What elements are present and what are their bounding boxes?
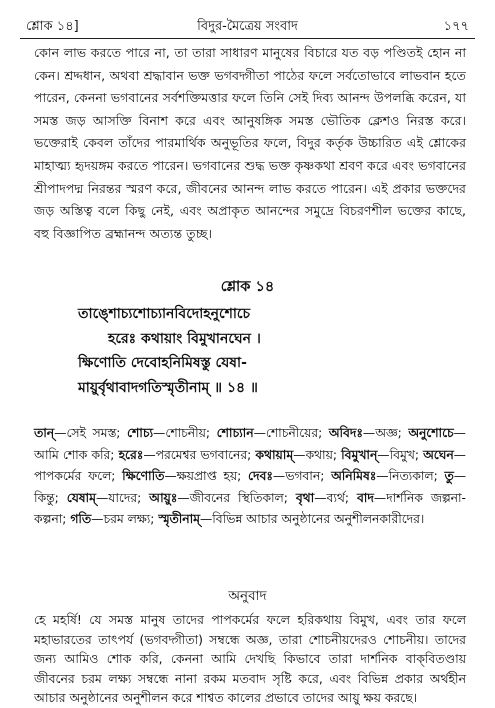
synonym-term: বৃথা bbox=[295, 490, 315, 505]
synonym-entry: অঘেন—পাপকর্মের ফলে; bbox=[34, 447, 466, 483]
synonym-term: দেবঃ bbox=[248, 469, 273, 483]
synonym-term: স্মৃতীনাম্ bbox=[158, 512, 200, 526]
synonym-term: হরেঃ bbox=[118, 447, 144, 462]
synonym-term: তান্ bbox=[34, 426, 55, 440]
synonym-entry: বাদ—দার্শনিক জল্পনা-কল্পনা; bbox=[34, 490, 466, 526]
synonym-entry: শোচ্যান—শোচনীয়ের; bbox=[216, 426, 329, 440]
synonym-meaning: ব্যর্থ bbox=[326, 490, 345, 505]
synonym-entry: শোচ্য—শোচনীয়; bbox=[127, 426, 217, 440]
synonym-entry: কথায়াম্—কথায়; bbox=[255, 447, 342, 462]
synonym-term: বিমুখান্ bbox=[341, 447, 378, 462]
synonym-term: শোচ্য bbox=[127, 426, 154, 440]
synonym-meaning: দার্শনিক জল্পনা-কল্পনা bbox=[34, 490, 466, 526]
synonym-meaning: চরম লক্ষ্য bbox=[103, 512, 151, 526]
synonym-term: আয়ুঃ bbox=[149, 490, 178, 505]
verse-line: হরেঃ কথায়াং বিমুখানঘেন । bbox=[108, 330, 261, 347]
synonym-meaning: শোচনীয়ের bbox=[265, 426, 319, 440]
synonym-entry: বৃথা—ব্যর্থ; bbox=[295, 490, 357, 505]
synonym-term: শোচ্যান bbox=[216, 426, 254, 440]
verse-line: ক্ষিণোতি দেবোহনিমিষস্তু যেষা- bbox=[78, 355, 247, 371]
synonym-entry: অনুশোচে—আমি শোক করি; bbox=[34, 426, 466, 462]
synonym-term: গতি bbox=[70, 512, 92, 526]
translation-paragraph: হে মহর্ষি! যে সমস্ত মানুষ তাদের পাপকর্মের ফলে হরিকথায় বিমুখ, এবং তার ফলে মহাভারতের তাৎপর্য (ভগবদ্গীতা) সম্বন্ধে অজ্ঞ, তারা শোচনীয়দেরও শোচনীয়। তাদের জন্য আমিও শোক করি, কেননা আমি দেখছি কিভাবে তারা দার্শনিক বাক্‌বিতণ্ডায় জীবনের চরম লক্ষ্য সম্বন্ধে নানা রকম মতবাদ সৃষ্টি করে, এবং বিভিন্ন প্রকার অর্থহীন আচার অনুষ্ঠানের অনুশীলন করে শাশ্বত কালের প্রভাবে তাদের আয়ু ক্ষয় করছে। bbox=[34, 612, 466, 705]
synonym-entry: বিমুখান্—বিমুখ; bbox=[341, 447, 424, 462]
synonym-entry: দেবঃ—ভগবান; bbox=[248, 469, 332, 483]
synonym-entry: গতি—চরম লক্ষ্য; bbox=[70, 512, 159, 526]
synonym-meaning: সেই সমস্ত bbox=[66, 426, 117, 440]
synonym-term: যেষাম্ bbox=[66, 490, 96, 505]
synonym-meaning: যাদের bbox=[108, 490, 138, 505]
synonym-meaning: জীবনের স্থিতিকাল bbox=[189, 490, 284, 505]
synonym-term: ক্ষিণোতি bbox=[122, 469, 165, 483]
synonym-term: কথায়াম্ bbox=[255, 447, 294, 462]
synonym-term: বাদ bbox=[356, 490, 374, 505]
page-number: ১৭৭ bbox=[443, 19, 469, 34]
synonym-term: তু bbox=[444, 469, 454, 483]
synonym-meaning: পাপকর্মের ফলে bbox=[34, 469, 112, 483]
synonym-entry: ক্ষিণোতি—ক্ষয়প্রাপ্ত হয়; bbox=[122, 469, 249, 483]
translation-title: অনুবাদ bbox=[228, 588, 267, 604]
synonym-meaning: ভগবান bbox=[285, 469, 321, 483]
synonym-entry: অবিদঃ—অজ্ঞ; bbox=[328, 426, 409, 440]
synonym-meaning: বিভিন্ন আচার অনুষ্ঠানের অনুশীলনকারীদের bbox=[212, 512, 420, 526]
synonym-entry: তু—কিন্তু; bbox=[34, 469, 467, 505]
synonym-entry: আয়ুঃ—জীবনের স্থিতিকাল; bbox=[149, 490, 296, 505]
verse-line: তাঙ্শোচ্যশোচ্যানবিদোহনুশোচে bbox=[78, 306, 251, 322]
verse-title: শ্লোক ১৪ bbox=[220, 279, 275, 295]
synonym-meaning: ক্ষয়প্রাপ্ত হয় bbox=[176, 469, 238, 483]
synonym-meaning: আমি শোক করি bbox=[34, 447, 111, 462]
synonym-term: অনুশোচে bbox=[408, 426, 454, 440]
synonym-term: অনিমিষঃ bbox=[331, 469, 377, 483]
synonym-meaning: কথায় bbox=[305, 447, 333, 462]
synonym-entry: যেষাম্—যাদের; bbox=[66, 490, 150, 505]
synonym-meaning: শোচনীয় bbox=[165, 426, 206, 440]
verse-line: মায়ুর্বৃথাবাদগতিস্মৃতীনাম্ ॥ ১৪ ॥ bbox=[78, 379, 258, 396]
synonym-meaning: অজ্ঞ bbox=[375, 426, 398, 440]
synonym-meaning: কিন্তু bbox=[34, 490, 55, 505]
chapter-title: বিদুর-মৈত্রেয় সংবাদ bbox=[197, 19, 298, 34]
synonym-entry: অনিমিষঃ—নিত্যকাল; bbox=[331, 469, 445, 483]
synonym-entry: হরেঃ—পরমেশ্বর ভগবানের; bbox=[118, 447, 256, 462]
purport-paragraph: কোন লাভ করতে পারে না, তা তারা সাধারণ মানুষের বিচারে যত বড় পণ্ডিতই হোন না কেন। শ্রদ্দধান, অথবা শ্রদ্ধাবান ভক্ত ভগবদ্গীতা পাঠের ফলে সর্বতোভাবে লাভবান হতে পারেন, কেননা ভগবানের সর্বশক্তিমত্তার ফলে তিনি সেই দিব্য আনন্দ উপলব্ধি করেন, যা সমস্ত জড় আসক্তি বিনাশ করে এবং আনুষঙ্গিক সমস্ত ভৌতিক ক্লেশও নিরস্ত করে। ভক্তেরাই কেবল তাঁদের পারমার্থিক অনুভূতির ফলে, বিদুর কর্তৃক উচ্চারিত এই শ্লোকের মাহাত্ম্য হৃদয়ঙ্গম করতে পারেন। ভগবানের শুদ্ধ ভক্ত কৃষ্ণকথা শ্রবণ করে এবং ভগবানের শ্রীপাদপদ্ম নিরন্তর স্মরণ করে, জীবনের আনন্দ লাভ করতে পারেন। এই প্রকার ভক্তদের জড় অস্তিত্ব বলে কিছু নেই, এবং অপ্রাকৃত আনন্দের সমুদ্রে বিচরণশীল ভক্তের কাছে, বহু বিজ্ঞাপিত ব্রহ্মানন্দ অত্যন্ত তুচ্ছ। bbox=[34, 45, 466, 241]
synonym-entry: তান্—সেই সমস্ত; bbox=[34, 426, 127, 440]
synonym-meaning: পরমেশ্বর ভগবানের bbox=[155, 447, 248, 462]
page-header bbox=[20, 14, 475, 36]
synonym-meaning: বিমুখ bbox=[389, 447, 415, 462]
synonym-term: অবিদঃ bbox=[328, 426, 363, 440]
synonym-entry: স্মৃতীনাম্—বিভিন্ন আচার অনুষ্ঠানের অনুশীলনকারীদের। bbox=[158, 512, 425, 526]
verse-text bbox=[78, 302, 438, 400]
verse-reference: শ্লোক ১৪] bbox=[26, 19, 79, 34]
header-divider bbox=[20, 38, 475, 39]
synonym-meaning: নিত্যকাল bbox=[388, 469, 434, 483]
synonym-term: অঘেন bbox=[423, 447, 454, 462]
